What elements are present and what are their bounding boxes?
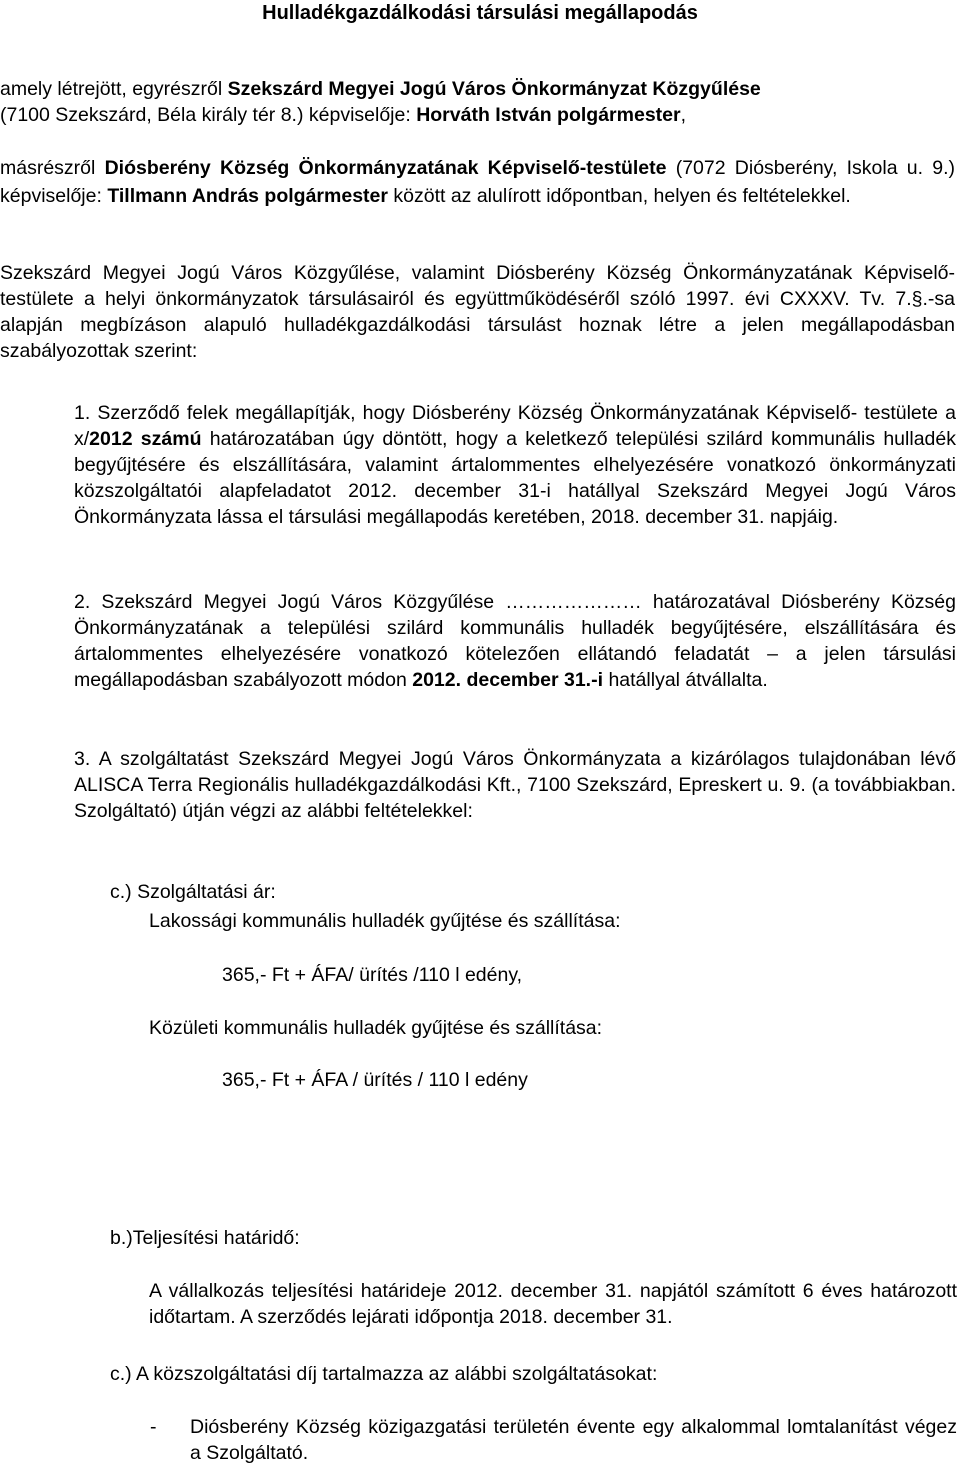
document-title: Hulladékgazdálkodási társulási megállapodás: [262, 2, 698, 24]
intro-paragraph-2: [0, 154, 955, 210]
intro-text: ,: [680, 104, 687, 126]
resolution-number: 2012 számú: [89, 428, 202, 450]
intro-text: amely létrejött, egyrészről: [0, 78, 228, 100]
residential-label: Lakossági kommunális hulladék gyűjtése és szállítása:: [149, 910, 621, 932]
section-c1-heading: c.) Szolgáltatási ár:: [110, 881, 276, 903]
intro-text: másrészről: [0, 157, 105, 179]
intro-paragraph-1: [0, 76, 955, 128]
section-b-text: A vállalkozás teljesítési határideje 2012. december 31. napjától számított 6 éves határozott időtartam. A szerződés lejárati időpontja 2018. december 31.: [149, 1280, 957, 1328]
clause-2-text: 2. Szekszárd Megyei Jogú Város Közgyűlése ………………… határozatával Diósberény Község Önkormányzatának a települési szilárd kommunális hulladék begyűjtésére, elszállítására és ártalommentes elhelyezésére vonatkozó kötelezően ellátandó feladatát – a jelen társulási megállapodásban szabályozott módon: [74, 591, 956, 691]
intro-text: (7072 Diósberény, Iskola u. 9.) képviselője:: [0, 157, 955, 207]
preamble-paragraph: Szekszárd Megyei Jogú Város Közgyűlése, valamint Diósberény Község Önkormányzatának Képviselő-testülete a helyi önkormányzatok társulásairól és együttműködéséről szóló 1997. évi CXXXV. Tv. 7.§.-sa alapján megbízáson alapuló hulladékgazdálkodási társulást hoznak létre a jelen megállapodásban szabályozottak szerint:: [0, 262, 955, 362]
clause-1: [74, 400, 956, 530]
bullet-text: Diósberény Község közigazgatási területén évente egy alkalommal lomtalanítást végez a Szolgáltató.: [190, 1416, 957, 1464]
party-1-representative: Horváth István polgármester: [416, 104, 681, 126]
clause-3: 3. A szolgáltatást Szekszárd Megyei Jogú Város Önkormányzata a kizárólagos tulajdonában lévő ALISCA Terra Regionális hulladékgazdálkodási Kft., 7100 Szekszárd, Epreskert u. 9. (a továbbiakban. Szolgáltató) útján végzi az alábbi feltételekkel:: [74, 748, 956, 822]
intro-text: között az alulírott időpontban, helyen és feltételekkel.: [387, 185, 851, 207]
clause-1-text: 1. Szerződő felek megállapítják, hogy Diósberény Község Önkormányzatának Képviselő- testülete a x/: [74, 402, 956, 450]
party-2-name: Diósberény Község Önkormányzatának Képviselő-testülete: [104, 157, 667, 179]
public-price: 365,- Ft + ÁFA / ürítés / 110 l edény: [222, 1069, 528, 1091]
clause-2: [74, 589, 956, 693]
clause-2-text: hatállyal átvállalta.: [603, 669, 768, 691]
bullet-dash: -: [150, 1416, 157, 1438]
party-2-representative: Tillmann András polgármester: [107, 185, 388, 207]
effective-date: 2012. december 31.-i: [412, 669, 604, 691]
residential-price: 365,- Ft + ÁFA/ ürítés /110 l edény,: [222, 964, 523, 986]
party-1-name: Szekszárd Megyei Jogú Város Önkormányzat Közgyűlése: [227, 78, 761, 100]
clause-1-text: határozatában úgy döntött, hogy a keletkező települési szilárd kommunális hulladék begyűjtésére és elszállítására, valamint ártalommentes elhelyezésére vonatkozó önkormányzati közszolgáltatói alapfeladatot 2012. december 31-i hatállyal Szekszárd Megyei Jogú Város Önkormányzata lássa el társulási megállapodás keretében, 2018. december 31. napjáig.: [74, 428, 956, 528]
public-label: Közületi kommunális hulladék gyűjtése és szállítása:: [149, 1017, 603, 1039]
section-c2-heading: c.) A közszolgáltatási díj tartalmazza az alábbi szolgáltatásokat:: [110, 1363, 658, 1385]
section-b-heading: b.)Teljesítési határidő:: [110, 1227, 300, 1249]
intro-text: (7100 Szekszárd, Béla király tér 8.) képviselője:: [0, 104, 417, 126]
